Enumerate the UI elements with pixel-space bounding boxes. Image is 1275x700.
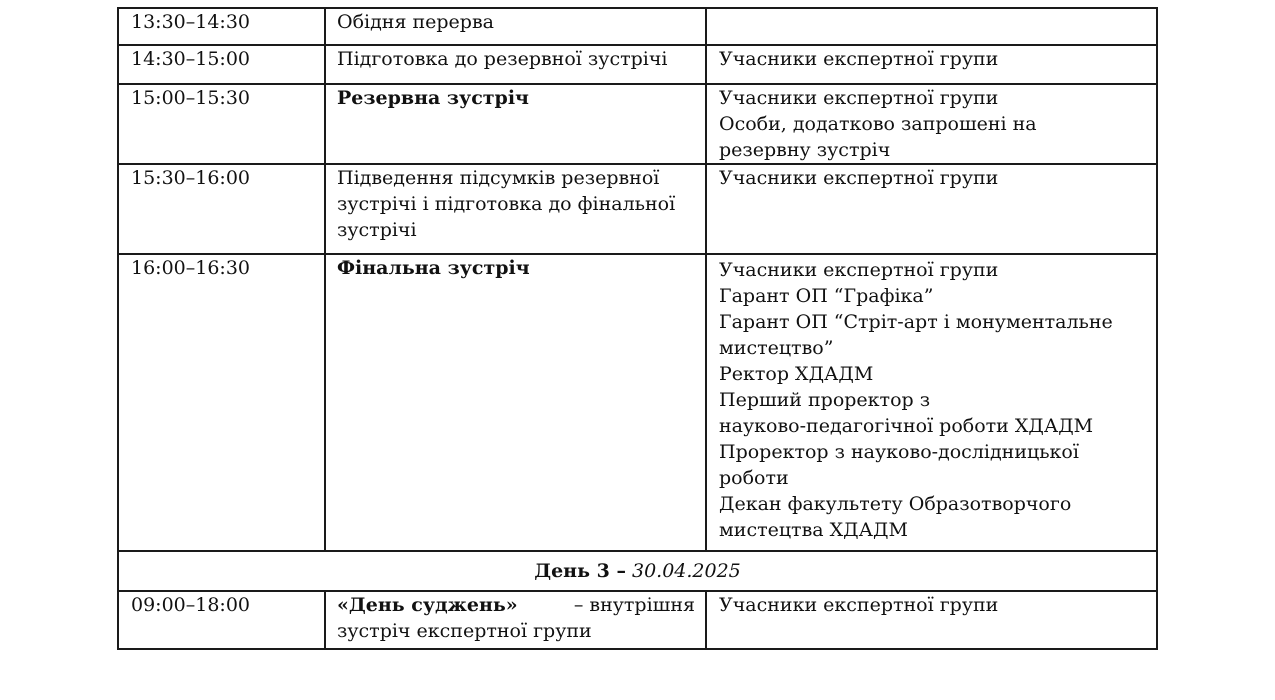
participants-cell bbox=[706, 591, 1157, 649]
time-cell bbox=[118, 8, 325, 45]
topic-text: Підведення підсумків резервної bbox=[337, 167, 660, 189]
participant-text: Особи, додатково запрошені на bbox=[719, 113, 1037, 135]
participant-text: мистецтва ХДАДМ bbox=[719, 519, 908, 541]
topic-rest-text: – внутрішня bbox=[573, 594, 695, 616]
time-text: 15:00–15:30 bbox=[131, 87, 251, 109]
table-row bbox=[118, 84, 1157, 164]
participant-text: Проректор з науково-дослідницької bbox=[719, 441, 1079, 463]
table-row bbox=[118, 254, 1157, 551]
participants-cell bbox=[706, 164, 1157, 254]
topic-text: Обідня перерва bbox=[337, 11, 494, 33]
time-cell bbox=[118, 164, 325, 254]
topic-text: Резервна зустріч bbox=[337, 87, 529, 109]
time-cell bbox=[118, 84, 325, 164]
table-row bbox=[118, 45, 1157, 84]
participant-text: науково-педагогічної роботи ХДАДМ bbox=[719, 415, 1094, 437]
schedule-table bbox=[117, 7, 1158, 650]
topic-text: Фінальна зустріч bbox=[337, 257, 530, 279]
participant-text: резервну зустріч bbox=[719, 139, 891, 161]
table-row bbox=[118, 164, 1157, 254]
participant-text: роботи bbox=[719, 467, 789, 489]
time-text: 16:00–16:30 bbox=[131, 257, 251, 279]
participant-text: Учасники експертної групи bbox=[719, 259, 999, 281]
time-text: 14:30–15:00 bbox=[131, 48, 251, 70]
table-row bbox=[118, 8, 1157, 45]
topic-text: зустрічі і підготовка до фінальної bbox=[337, 193, 676, 215]
topic-cell bbox=[325, 164, 706, 254]
topic-cell bbox=[325, 8, 706, 45]
topic-text: Підготовка до резервної зустрічі bbox=[337, 48, 668, 70]
time-text: 13:30–14:30 bbox=[131, 11, 251, 33]
day-header-row bbox=[118, 551, 1157, 591]
participant-text: Учасники експертної групи bbox=[719, 594, 999, 616]
time-cell bbox=[118, 591, 325, 649]
topic-cell bbox=[325, 254, 706, 551]
participant-text: Учасники експертної групи bbox=[719, 167, 999, 189]
participant-text: Перший проректор з bbox=[719, 389, 931, 411]
participant-text: Ректор ХДАДМ bbox=[719, 363, 874, 385]
time-cell bbox=[118, 45, 325, 84]
table-row bbox=[118, 591, 1157, 649]
participants-cell bbox=[706, 84, 1157, 164]
participant-text: Гарант ОП “Графіка” bbox=[719, 285, 934, 307]
topic-cell bbox=[325, 84, 706, 164]
topic-bold-text: «День суджень» bbox=[337, 594, 518, 616]
participant-text: Учасники експертної групи bbox=[719, 87, 999, 109]
participant-text: мистецтво” bbox=[719, 337, 834, 359]
participants-cell bbox=[706, 45, 1157, 84]
topic-cell bbox=[325, 591, 706, 649]
day-header-cell bbox=[118, 551, 1157, 591]
time-cell bbox=[118, 254, 325, 551]
participant-text: Учасники експертної групи bbox=[719, 48, 999, 70]
topic-text: зустріч експертної групи bbox=[337, 620, 592, 642]
topic-first-line bbox=[337, 592, 695, 618]
time-text: 15:30–16:00 bbox=[131, 167, 251, 189]
participants-cell bbox=[706, 8, 1157, 45]
time-text: 09:00–18:00 bbox=[131, 594, 251, 616]
participant-text: Декан факультету Образотворчого bbox=[719, 493, 1072, 515]
participants-cell bbox=[706, 254, 1157, 551]
day-label: День 3 – bbox=[534, 560, 626, 582]
topic-text: зустрічі bbox=[337, 219, 417, 241]
participant-text: Гарант ОП “Стріт-арт і монументальне bbox=[719, 311, 1113, 333]
topic-cell bbox=[325, 45, 706, 84]
day-date: 30.04.2025 bbox=[631, 560, 741, 582]
